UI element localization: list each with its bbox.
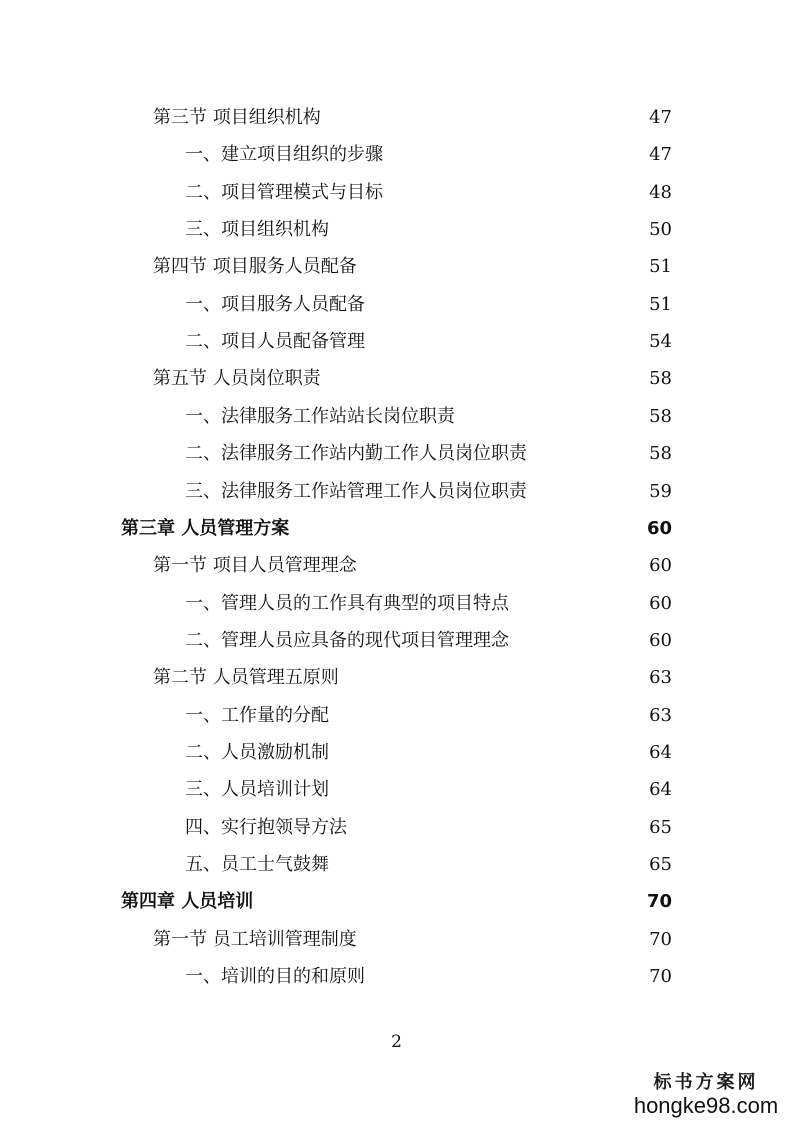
toc-entry-page: 59	[649, 480, 672, 502]
toc-entry-title: 一、建立项目组织的步骤	[185, 144, 383, 166]
toc-dot-leader	[371, 325, 643, 359]
toc-entry-page: 47	[649, 144, 672, 166]
toc-dot-leader	[345, 661, 643, 695]
toc-entry-title: 一、管理人员的工作具有典型的项目特点	[185, 592, 509, 614]
toc-dot-leader	[335, 848, 643, 882]
toc-entry[interactable]	[185, 699, 672, 733]
toc-entry-page: 50	[649, 219, 672, 241]
toc-entry-page: 51	[649, 293, 672, 315]
toc-entry-page: 70	[649, 928, 672, 950]
toc-dot-leader	[335, 213, 643, 247]
toc-entry-title: 第一节 项目人员管理理念	[153, 555, 357, 577]
toc-entry[interactable]	[153, 549, 672, 583]
toc-dot-leader	[533, 437, 643, 471]
toc-entry-title: 第三节 项目组织机构	[153, 107, 321, 128]
toc-entry-page: 64	[649, 779, 672, 801]
toc-entry[interactable]	[185, 848, 672, 882]
toc-entry[interactable]	[185, 213, 672, 247]
toc-entry[interactable]	[185, 400, 672, 434]
watermark-logo	[631, 1068, 781, 1118]
toc-entry-page: 60	[646, 517, 672, 539]
toc-dot-leader	[353, 811, 643, 845]
toc-dot-leader	[335, 699, 643, 733]
toc-entry-page: 47	[649, 107, 672, 128]
toc-entry[interactable]	[153, 661, 672, 695]
toc-entry-title: 二、人员激励机制	[185, 741, 329, 763]
toc-entry-title: 第三章 人员管理方案	[121, 517, 290, 539]
toc-entry[interactable]	[185, 288, 672, 322]
toc-dot-leader	[363, 250, 643, 284]
toc-entry-page: 64	[649, 741, 672, 763]
toc-entry[interactable]	[185, 811, 672, 845]
toc-entry-title: 第一节 员工培训管理制度	[153, 928, 357, 950]
toc-entry-page: 65	[649, 816, 672, 838]
toc-dot-leader	[371, 288, 643, 322]
toc-entry[interactable]	[153, 250, 672, 284]
toc-dot-leader	[335, 773, 643, 807]
toc-entry-title: 四、实行抱领导方法	[185, 816, 347, 838]
toc-entry-title: 三、法律服务工作站管理工作人员岗位职责	[185, 480, 527, 502]
toc-entry-title: 第四节 项目服务人员配备	[153, 256, 357, 278]
toc-entry-title: 第四章 人员培训	[121, 891, 254, 913]
toc-entry[interactable]	[185, 736, 672, 770]
toc-dot-leader	[327, 362, 643, 396]
toc-dot-leader	[327, 101, 643, 135]
toc-entry[interactable]	[153, 101, 672, 135]
toc-entry-page: 63	[649, 704, 672, 726]
toc-entry[interactable]	[185, 138, 672, 172]
toc-entry-title: 二、管理人员应具备的现代项目管理理念	[185, 629, 509, 651]
toc-dot-leader	[335, 736, 643, 770]
toc-entry[interactable]	[185, 325, 672, 359]
toc-entry-page: 54	[649, 331, 672, 353]
toc-entry-title: 一、法律服务工作站站长岗位职责	[185, 405, 455, 427]
watermark-chinese-text: 标书方案网	[653, 1072, 759, 1093]
toc-entry-page: 70	[649, 966, 672, 988]
toc-dot-leader	[515, 587, 643, 621]
toc-entry[interactable]	[185, 437, 672, 471]
toc-entry-page: 58	[649, 405, 672, 427]
toc-entry[interactable]	[121, 885, 672, 919]
toc-entry-title: 第五节 人员岗位职责	[153, 368, 321, 390]
toc-entry-title: 三、人员培训计划	[185, 779, 329, 801]
toc-entry-page: 70	[646, 891, 672, 913]
toc-dot-leader	[371, 960, 643, 994]
toc-entry[interactable]	[153, 923, 672, 957]
toc-dot-leader	[533, 475, 643, 509]
toc-entry-page: 58	[649, 368, 672, 390]
toc-entry-page: 60	[649, 629, 672, 651]
toc-entry[interactable]	[121, 512, 672, 546]
toc-entry-title: 五、员工士气鼓舞	[185, 854, 329, 875]
toc-entry-title: 一、项目服务人员配备	[185, 293, 365, 315]
toc-entry[interactable]	[185, 773, 672, 807]
toc-entry[interactable]	[153, 362, 672, 396]
toc-entry-title: 一、培训的目的和原则	[185, 966, 365, 988]
toc-dot-leader	[461, 400, 643, 434]
toc-entry[interactable]	[185, 176, 672, 210]
toc-entry[interactable]	[185, 960, 672, 994]
toc-entry-title: 第二节 人员管理五原则	[153, 667, 339, 689]
toc-entry[interactable]	[185, 624, 672, 658]
toc-dot-leader	[363, 923, 643, 957]
toc-entry[interactable]	[185, 475, 672, 509]
toc-dot-leader	[389, 176, 643, 210]
toc-entry-page: 51	[649, 256, 672, 278]
toc-entry-page: 58	[649, 443, 672, 465]
toc-dot-leader	[259, 885, 641, 919]
toc-dot-leader	[515, 624, 643, 658]
toc-dot-leader	[389, 138, 643, 172]
toc-entry-title: 二、项目管理模式与目标	[185, 181, 383, 203]
toc-entry-title: 一、工作量的分配	[185, 704, 329, 726]
toc-entry-title: 二、项目人员配备管理	[185, 331, 365, 353]
toc-entry-title: 三、项目组织机构	[185, 219, 329, 241]
toc-entry-page: 60	[649, 555, 672, 577]
watermark-url: hongke98.com	[633, 1093, 779, 1118]
toc-entry-title: 二、法律服务工作站内勤工作人员岗位职责	[185, 443, 527, 465]
toc-entry-page: 65	[649, 854, 672, 875]
toc-entry-page: 48	[649, 181, 672, 203]
toc-entry-page: 60	[649, 592, 672, 614]
toc-entry-page: 63	[649, 667, 672, 689]
toc-dot-leader	[363, 549, 643, 583]
page-number: 2	[391, 1032, 402, 1052]
toc-entry[interactable]	[185, 587, 672, 621]
toc-dot-leader	[295, 512, 641, 546]
